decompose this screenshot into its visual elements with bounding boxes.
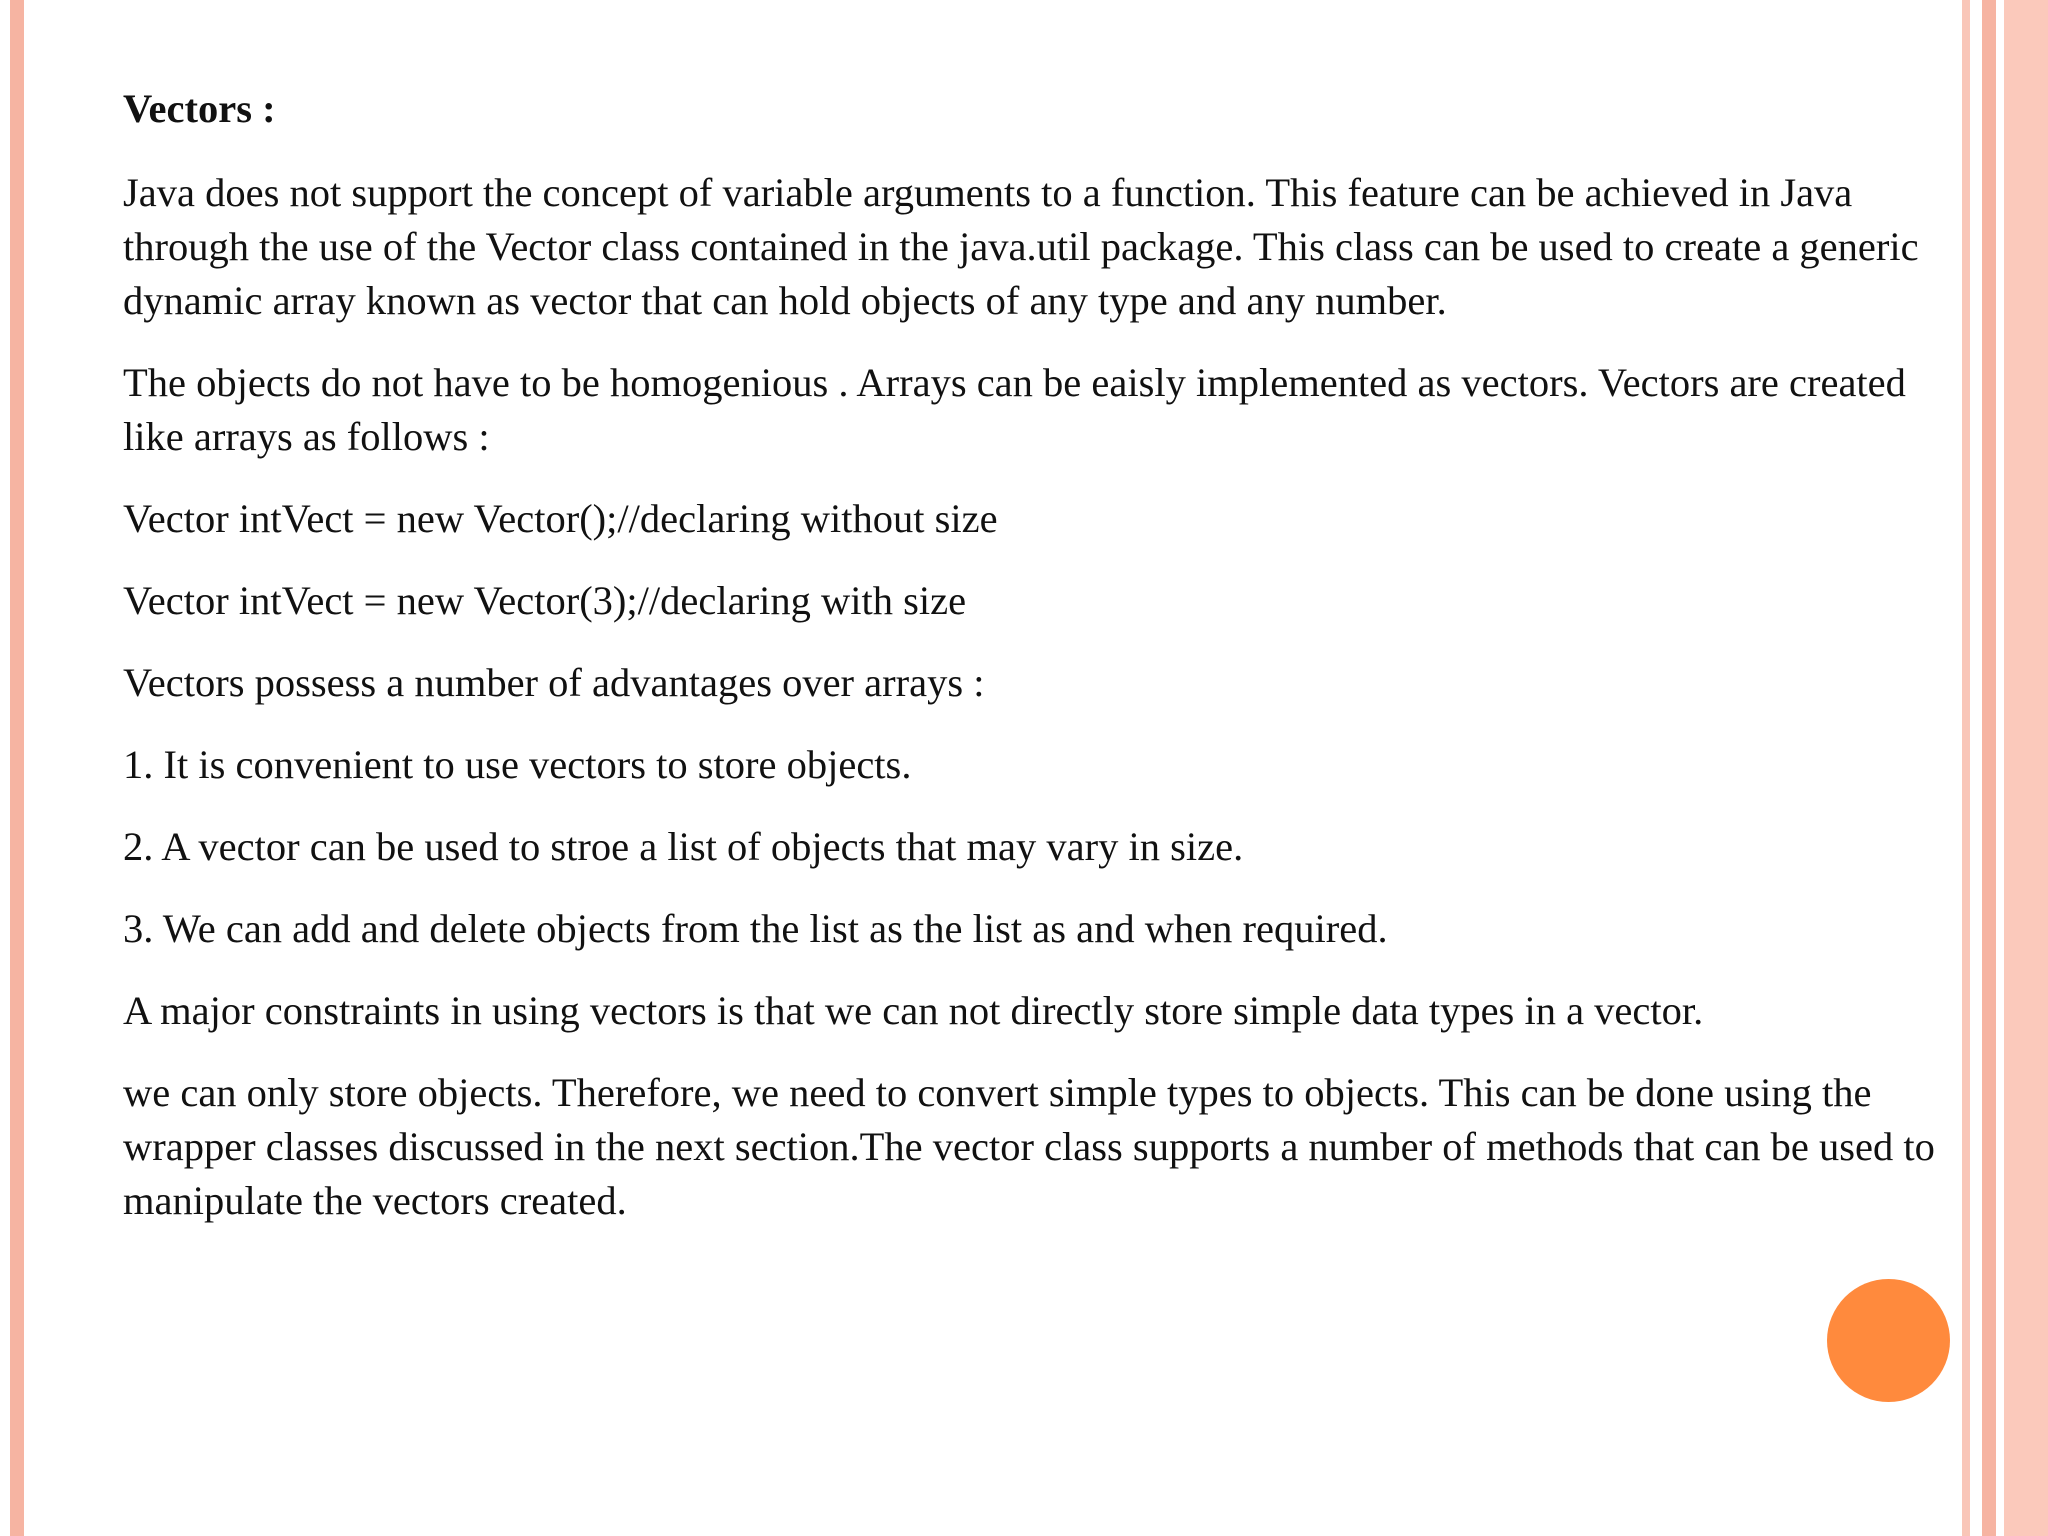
constraint-paragraph: A major constraints in using vectors is that we can not directly store simple data types in a vector.: [123, 988, 1704, 1033]
slide-title: Vectors :: [123, 86, 276, 131]
left-border-bar: [10, 0, 24, 1536]
advantages-heading: Vectors possess a number of advantages over arrays :: [123, 660, 985, 705]
right-border-stripe-inner: [1962, 0, 1970, 1536]
advantage-item-2: 2. A vector can be used to stroe a list of objects that may vary in size.: [123, 824, 1244, 869]
paragraph-homogeneity: The objects do not have to be homogenious . Arrays can be eaisly implemented as vectors. Vectors are created like arrays as follows :: [123, 360, 1906, 459]
advantage-item-3: 3. We can add and delete objects from the list as the list as and when required.: [123, 906, 1388, 951]
paragraph-intro: Java does not support the concept of variable arguments to a function. This feature can be achieved in Java through the use of the Vector class contained in the java.util package. This class can be used to create a generic dynamic array known as vector that can hold objects of any type and any number.: [123, 170, 1919, 323]
code-line-with-size: Vector intVect = new Vector(3);//declaring with size: [123, 578, 967, 623]
objects-only-paragraph: we can only store objects. Therefore, we need to convert simple types to objects. This can be done using the wrapper classes discussed in the next section.The vector class supports a number of methods that can be used to manipulate the vectors created.: [123, 1070, 1935, 1223]
slide-content: [123, 82, 1953, 1256]
advantage-item-1: 1. It is convenient to use vectors to store objects.: [123, 742, 912, 787]
right-border-stripe-middle: [1982, 0, 1996, 1536]
orange-circle-icon: [1827, 1279, 1950, 1402]
right-border-stripe-outer: [2004, 0, 2048, 1536]
code-line-without-size: Vector intVect = new Vector();//declaring without size: [123, 496, 998, 541]
